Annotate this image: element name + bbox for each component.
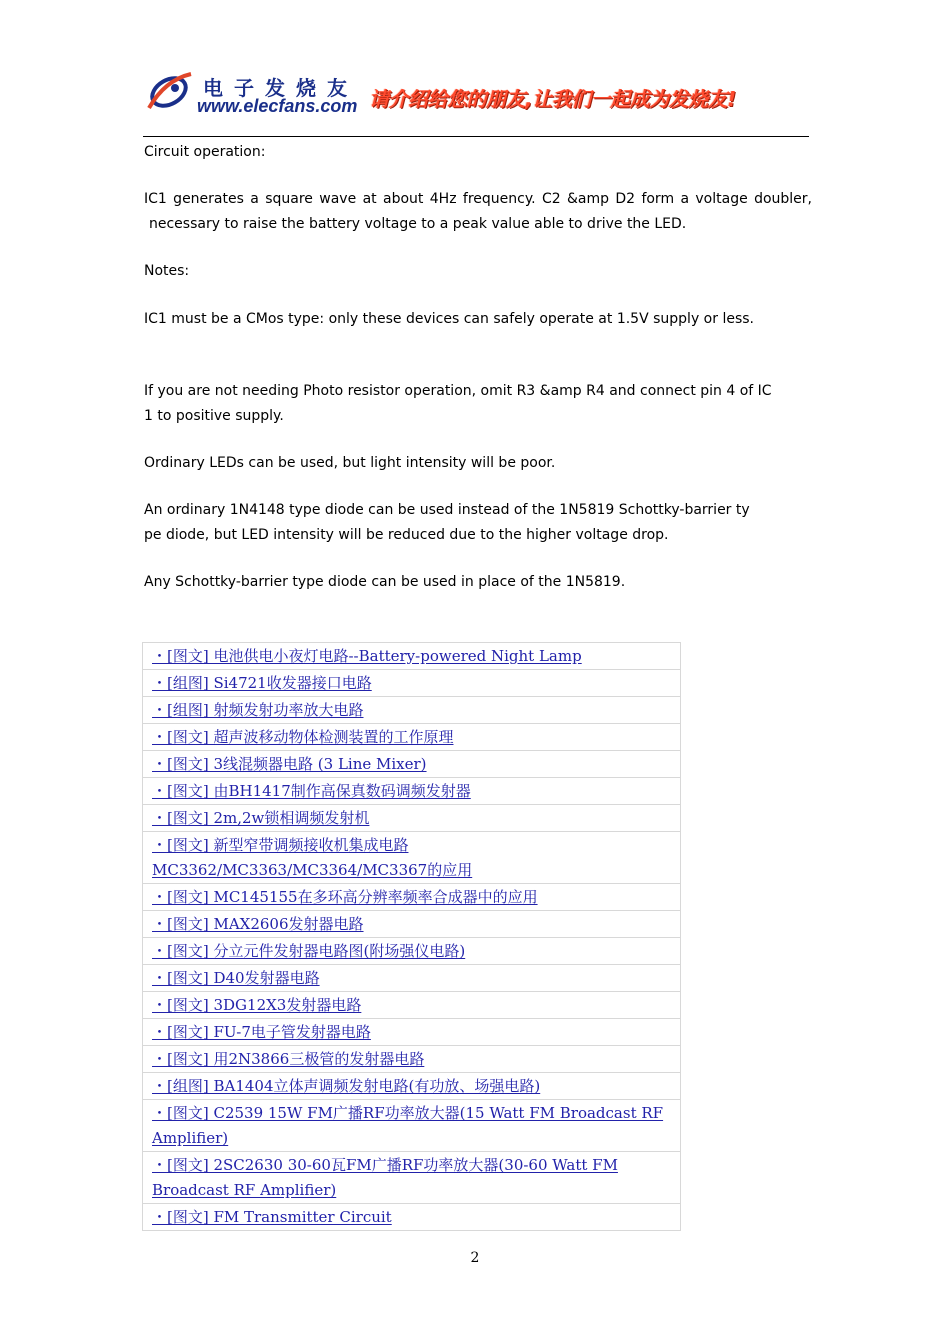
- note-photo-resistor-line-2: 1 to positive supply.: [144, 408, 284, 424]
- list-item: [143, 884, 680, 911]
- note-schottky: Any Schottky-barrier type diode can be used in place of the 1N5819.: [144, 574, 626, 590]
- list-item: [143, 992, 680, 1019]
- list-item: [143, 965, 680, 992]
- related-link[interactable]: ・[图文] C2539 15W FM广播RF功率放大器(15 Watt FM Broadcast RF Amplifier): [152, 1104, 664, 1147]
- related-link[interactable]: ・[图文] FU-7电子管发射器电路: [152, 1023, 371, 1041]
- logo-url: www.elecfans.com: [197, 96, 358, 116]
- related-link[interactable]: ・[组图] 射频发射功率放大电路: [152, 701, 364, 719]
- header-slogan: 请介绍给您的朋友,让我们一起成为发烧友!: [369, 87, 736, 111]
- notes-heading: Notes:: [144, 263, 190, 279]
- related-link[interactable]: ・[图文] 2SC2630 30-60瓦FM广播RF功率放大器(30-60 Watt FM Broadcast RF Amplifier): [152, 1156, 618, 1199]
- elecfans-logo-icon: [145, 68, 195, 116]
- related-link[interactable]: ・[图文] D40发射器电路: [152, 969, 320, 987]
- list-item: [143, 832, 680, 884]
- page-number: 2: [470, 1250, 480, 1266]
- list-item: [143, 1100, 680, 1152]
- circuit-heading: Circuit operation:: [144, 144, 266, 160]
- related-link[interactable]: ・[图文] 分立元件发射器电路图(附场强仪电路): [152, 942, 466, 960]
- related-link[interactable]: ・[组图] Si4721收发器接口电路: [152, 674, 372, 692]
- related-link[interactable]: ・[图文] 由BH1417制作高保真数码调频发射器: [152, 782, 471, 800]
- list-item: [143, 751, 680, 778]
- note-ordinary-leds: Ordinary LEDs can be used, but light intensity will be poor.: [144, 455, 556, 471]
- related-link[interactable]: ・[图文] 超声波移动物体检测装置的工作原理: [152, 728, 454, 746]
- header-divider: [143, 136, 809, 137]
- related-link[interactable]: ・[图文] MAX2606发射器电路: [152, 915, 364, 933]
- list-item: [143, 670, 680, 697]
- circuit-text-line-1: IC1 generates a square wave at about 4Hz frequency. C2 &amp D2 form a voltage doubler,: [144, 191, 812, 207]
- note-diode-line-1: An ordinary 1N4148 type diode can be used instead of the 1N5819 Schottky-barrier ty: [144, 502, 750, 518]
- related-link[interactable]: ・[图文] 2m,2w锁相调频发射机: [152, 809, 370, 827]
- list-item: [143, 643, 680, 670]
- list-item: [143, 805, 680, 832]
- note-photo-resistor-line-1: If you are not needing Photo resistor operation, omit R3 &amp R4 and connect pin 4 of IC: [144, 383, 772, 399]
- note-diode-line-2: pe diode, but LED intensity will be reduced due to the higher voltage drop.: [144, 527, 669, 543]
- related-link[interactable]: ・[图文] 新型窄带调频接收机集成电路 MC3362/MC3363/MC3364/MC3367的应用: [152, 836, 473, 879]
- related-link[interactable]: ・[图文] FM Transmitter Circuit: [152, 1208, 392, 1226]
- circuit-text-line-2: necessary to raise the battery voltage to a peak value able to drive the LED.: [149, 216, 687, 232]
- related-link[interactable]: ・[图文] 电池供电小夜灯电路--Battery-powered Night Lamp: [152, 647, 582, 665]
- page-header: [143, 66, 811, 138]
- list-item: [143, 778, 680, 805]
- related-link[interactable]: ・[图文] 3线混频器电路 (3 Line Mixer): [152, 755, 427, 773]
- list-item: [143, 1152, 680, 1204]
- list-item: [143, 697, 680, 724]
- list-item: [143, 1204, 680, 1231]
- list-item: [143, 1073, 680, 1100]
- related-link[interactable]: ・[图文] 3DG12X3发射器电路: [152, 996, 362, 1014]
- list-item: [143, 911, 680, 938]
- related-link[interactable]: ・[组图] BA1404立体声调频发射电路(有功放、场强电路): [152, 1077, 541, 1095]
- list-item: [143, 1046, 680, 1073]
- related-link[interactable]: ・[图文] 用2N3866三极管的发射器电路: [152, 1050, 425, 1068]
- related-links-list: [142, 642, 681, 1231]
- related-link[interactable]: ・[图文] MC145155在多环高分辨率频率合成器中的应用: [152, 888, 538, 906]
- list-item: [143, 724, 680, 751]
- logo-chinese-name: 电子发烧友: [203, 76, 358, 100]
- list-item: [143, 1019, 680, 1046]
- note-cmos: IC1 must be a CMos type: only these devices can safely operate at 1.5V supply or less.: [144, 311, 754, 327]
- list-item: [143, 938, 680, 965]
